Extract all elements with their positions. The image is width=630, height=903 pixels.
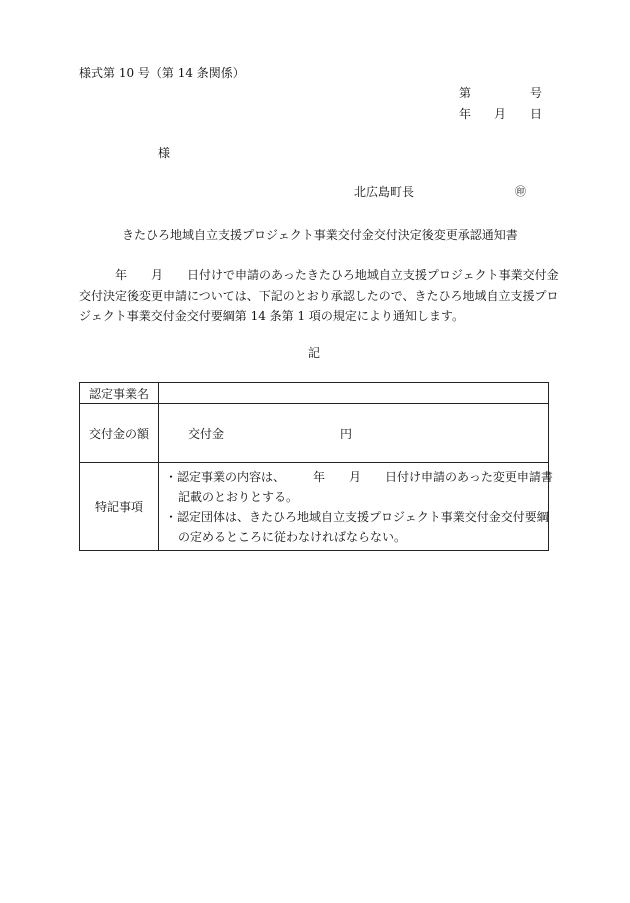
body-month-label: 月 [151, 268, 164, 282]
project-name-value [159, 383, 549, 404]
document-number-prefix: 第 [459, 86, 472, 100]
ki-heading: 記 [308, 346, 321, 360]
grant-amount-label: 交付金の額 [80, 404, 159, 463]
grant-label: 交付金 [188, 426, 225, 441]
body-line-1-text: 日付けで申請のあったきたひろ地域自立支援プロジェクト事業交付金 [187, 268, 559, 282]
note-1-year: 年 [313, 470, 326, 484]
document-title: きたひろ地域自立支援プロジェクト事業交付金交付決定後変更承認通知書 [122, 228, 518, 242]
note-1-continuation: 記載のとおりとする。 [178, 490, 299, 504]
body-line-3: ジェクト事業交付金交付要綱第 14 条第 1 項の規定により通知します。 [79, 309, 464, 323]
note-1-month: 月 [349, 470, 362, 484]
project-name-label: 認定事業名 [80, 383, 159, 404]
note-1-post: 日付け申請のあった変更申請書 [385, 470, 553, 484]
date-day-label: 日 [530, 107, 543, 121]
yen-unit: 円 [340, 426, 353, 441]
grant-amount-cell [159, 404, 549, 463]
note-2-continuation: の定めるところに従わなければならない。 [178, 530, 407, 544]
body-line-2: 交付決定後変更申請については、下記のとおり承認したので、きたひろ地域自立支援プロ [79, 288, 559, 303]
body-year-label: 年 [115, 268, 128, 282]
special-notes-label: 特記事項 [80, 463, 159, 551]
note-2: ・認定団体は、きたひろ地域自立支援プロジェクト事業交付金交付要綱 [165, 510, 549, 524]
table-row-special-notes [80, 463, 549, 551]
body-line-1 [79, 265, 559, 286]
date-year-label: 年 [459, 107, 472, 121]
form-number: 様式第 10 号（第 14 条関係） [79, 66, 245, 80]
table-row-project-name [80, 383, 549, 404]
date-month-label: 月 [494, 107, 507, 121]
issuer-title: 北広島町長 [354, 185, 415, 199]
body-paragraph [79, 265, 559, 327]
table-row-grant-amount [80, 404, 549, 463]
note-1 [165, 467, 553, 487]
note-1-pre: ・認定事業の内容は、 [165, 470, 286, 484]
seal-icon: ㊞ [515, 185, 526, 198]
details-table [79, 382, 553, 551]
special-notes-cell [159, 463, 553, 551]
addressee-suffix: 様 [158, 146, 171, 160]
document-number-suffix: 号 [530, 86, 543, 100]
